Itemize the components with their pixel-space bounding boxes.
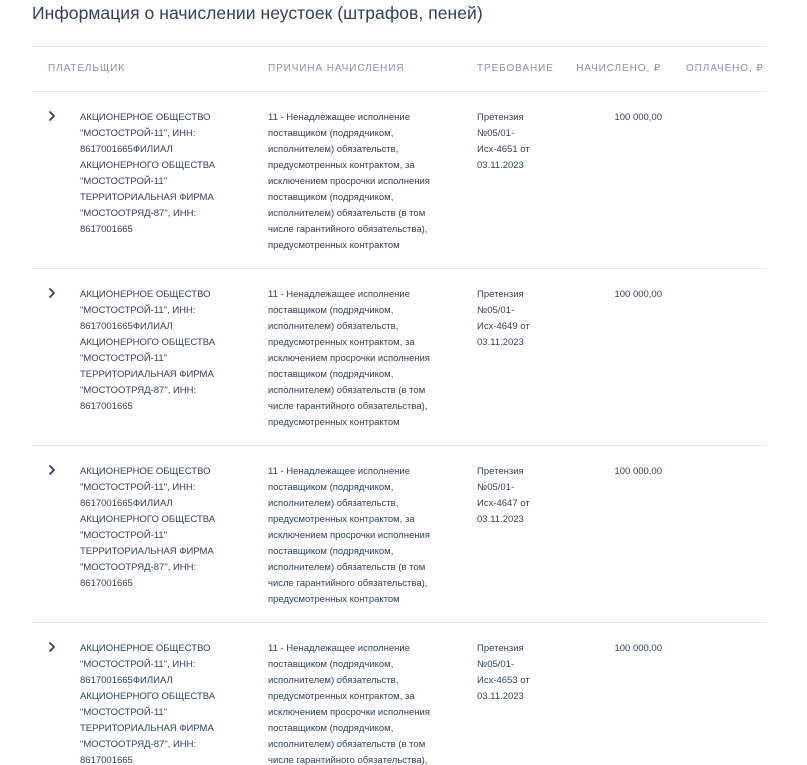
cell-line: "МОСТОСТРОЙ-11" — [80, 176, 168, 187]
cell-line: поставщиком (подрядчиком, — [268, 305, 394, 316]
cell-line: АКЦИОНЕРНОГО ОБЩЕСТВА — [80, 514, 216, 525]
cell-line: "МОСТООТРЯД-87", ИНН: — [80, 562, 197, 573]
cell-line: исполнителем) обязательств (в том — [268, 208, 426, 219]
column-header-paid[interactable]: ОПЛАЧЕНО, ₽ — [686, 63, 764, 74]
cell-line: Претензия — [477, 112, 524, 123]
cell-claim — [477, 110, 543, 174]
cell-line: АКЦИОНЕРНОГО ОБЩЕСТВА — [80, 337, 216, 348]
cell-line: 8617001665 — [80, 578, 133, 589]
table-body — [32, 92, 767, 765]
column-header-accrued[interactable]: НАЧИСЛЕНО, ₽ — [576, 63, 661, 74]
cell-line: исполнителем) обязательств, — [268, 498, 399, 509]
cell-line: 8617001665ФИЛИАЛ — [80, 498, 173, 509]
cell-line: поставщиком (подрядчиком, — [268, 369, 394, 380]
table-row[interactable] — [32, 269, 767, 446]
cell-line: АКЦИОНЕРНОЕ ОБЩЕСТВО — [80, 289, 211, 300]
cell-accrued: 100 000,00 — [614, 643, 662, 654]
cell-line: Исх-4651 от — [477, 144, 530, 155]
chevron-right-icon — [45, 286, 59, 300]
cell-line: АКЦИОНЕРНОГО ОБЩЕСТВА — [80, 691, 216, 702]
chevron-right-icon — [45, 109, 59, 123]
cell-payer — [80, 287, 228, 415]
page-title: Информация о начислении неустоек (штрафов, пеней) — [32, 3, 483, 23]
cell-line: Претензия — [477, 466, 524, 477]
cell-line: №05/01- — [477, 482, 515, 493]
cell-line: Исх-4647 от — [477, 498, 530, 509]
expand-row-button[interactable] — [45, 286, 59, 300]
cell-line: числе гарантийного обязательства), — [268, 578, 428, 589]
cell-line: поставщиком (подрядчиком, — [268, 128, 394, 139]
cell-line: АКЦИОНЕРНОЕ ОБЩЕСТВО — [80, 643, 211, 654]
cell-line: 8617001665 — [80, 224, 133, 235]
cell-line: предусмотренных контрактом, за — [268, 514, 415, 525]
cell-line: ТЕРРИТОРИАЛЬНАЯ ФИРМА — [80, 369, 214, 380]
cell-line: "МОСТООТРЯД-87", ИНН: — [80, 739, 197, 750]
cell-reason — [268, 110, 448, 254]
cell-line: ТЕРРИТОРИАЛЬНАЯ ФИРМА — [80, 546, 214, 557]
cell-line: 8617001665ФИЛИАЛ — [80, 144, 173, 155]
cell-line: 11 - Ненадлежащее исполнение — [268, 112, 410, 123]
cell-line: "МОСТОСТРОЙ-11", ИНН: — [80, 482, 196, 493]
expand-row-button[interactable] — [45, 463, 59, 477]
cell-line: поставщиком (подрядчиком, — [268, 482, 394, 493]
cell-line: 8617001665ФИЛИАЛ — [80, 321, 173, 332]
cell-line: поставщиком (подрядчиком, — [268, 546, 394, 557]
table-row[interactable] — [32, 92, 767, 269]
cell-line: 11 - Ненадлежащее исполнение — [268, 466, 410, 477]
column-header-reason[interactable]: ПРИЧИНА НАЧИСЛЕНИЯ — [268, 63, 405, 74]
cell-line: исполнителем) обязательств, — [268, 144, 399, 155]
cell-line: Претензия — [477, 289, 524, 300]
cell-line: 03.11.2023 — [477, 691, 524, 702]
cell-line: "МОСТОСТРОЙ-11", ИНН: — [80, 128, 196, 139]
cell-line: 03.11.2023 — [477, 514, 524, 525]
cell-line: предусмотренных контрактом, за — [268, 160, 415, 171]
cell-line: ТЕРРИТОРИАЛЬНАЯ ФИРМА — [80, 192, 214, 203]
cell-reason — [268, 641, 448, 765]
cell-payer — [80, 641, 228, 765]
column-header-claim[interactable]: ТРЕБОВАНИЕ — [477, 63, 554, 74]
cell-line: поставщиком (подрядчиком, — [268, 659, 394, 670]
cell-line: исполнителем) обязательств, — [268, 675, 399, 686]
cell-line: числе гарантийного обязательства), — [268, 224, 428, 235]
cell-line: предусмотренных контрактом — [268, 594, 400, 605]
expand-row-button[interactable] — [45, 640, 59, 654]
cell-line: "МОСТОСТРОЙ-11" — [80, 707, 168, 718]
cell-line: числе гарантийного обязательства), — [268, 401, 428, 412]
cell-line: Исх-4649 от — [477, 321, 530, 332]
cell-line: исполнителем) обязательств (в том — [268, 739, 426, 750]
cell-reason — [268, 287, 448, 431]
cell-line: "МОСТОСТРОЙ-11" — [80, 530, 168, 541]
cell-line: 11 - Ненадлежащее исполнение — [268, 289, 410, 300]
cell-line: исключением просрочки исполнения — [268, 707, 430, 718]
cell-line: предусмотренных контрактом — [268, 417, 400, 428]
cell-line: №05/01- — [477, 659, 515, 670]
cell-line: исполнителем) обязательств (в том — [268, 562, 426, 573]
cell-accrued: 100 000,00 — [614, 289, 662, 300]
cell-line: 8617001665ФИЛИАЛ — [80, 675, 173, 686]
cell-line: Исх-4653 от — [477, 675, 530, 686]
cell-payer — [80, 464, 228, 592]
cell-line: "МОСТОСТРОЙ-11" — [80, 353, 168, 364]
cell-line: 8617001665 — [80, 401, 133, 412]
table-header — [32, 46, 767, 92]
cell-accrued: 100 000,00 — [614, 466, 662, 477]
cell-line: ТЕРРИТОРИАЛЬНАЯ ФИРМА — [80, 723, 214, 734]
chevron-right-icon — [45, 463, 59, 477]
cell-line: "МОСТООТРЯД-87", ИНН: — [80, 385, 197, 396]
cell-line: "МОСТОСТРОЙ-11", ИНН: — [80, 659, 196, 670]
table-row[interactable] — [32, 446, 767, 623]
cell-line: АКЦИОНЕРНОЕ ОБЩЕСТВО — [80, 466, 211, 477]
cell-line: исполнителем) обязательств (в том — [268, 385, 426, 396]
penalties-table — [32, 46, 767, 765]
chevron-right-icon — [45, 640, 59, 654]
cell-line: исполнителем) обязательств, — [268, 321, 399, 332]
cell-payer — [80, 110, 228, 238]
cell-line: исключением просрочки исполнения — [268, 353, 430, 364]
cell-claim — [477, 641, 543, 705]
cell-line: №05/01- — [477, 305, 515, 316]
cell-line: "МОСТООТРЯД-87", ИНН: — [80, 208, 197, 219]
cell-line: №05/01- — [477, 128, 515, 139]
cell-line: 11 - Ненадлежащее исполнение — [268, 643, 410, 654]
column-header-payer[interactable]: ПЛАТЕЛЬЩИК — [48, 63, 125, 74]
table-row[interactable] — [32, 623, 767, 765]
cell-line: "МОСТОСТРОЙ-11", ИНН: — [80, 305, 196, 316]
cell-line: предусмотренных контрактом — [268, 240, 400, 251]
cell-line: 8617001665 — [80, 755, 133, 765]
cell-line: исключением просрочки исполнения — [268, 176, 430, 187]
cell-line: поставщиком (подрядчиком, — [268, 192, 394, 203]
cell-claim — [477, 287, 543, 351]
cell-line: числе гарантийного обязательства), — [268, 755, 428, 765]
cell-accrued: 100 000,00 — [614, 112, 662, 123]
cell-line: поставщиком (подрядчиком, — [268, 723, 394, 734]
cell-line: предусмотренных контрактом, за — [268, 337, 415, 348]
cell-claim — [477, 464, 543, 528]
cell-line: 03.11.2023 — [477, 337, 524, 348]
cell-line: 03.11.2023 — [477, 160, 524, 171]
cell-reason — [268, 464, 448, 608]
cell-line: предусмотренных контрактом, за — [268, 691, 415, 702]
expand-row-button[interactable] — [45, 109, 59, 123]
cell-line: исключением просрочки исполнения — [268, 530, 430, 541]
cell-line: АКЦИОНЕРНОЕ ОБЩЕСТВО — [80, 112, 211, 123]
cell-line: Претензия — [477, 643, 524, 654]
cell-line: АКЦИОНЕРНОГО ОБЩЕСТВА — [80, 160, 216, 171]
